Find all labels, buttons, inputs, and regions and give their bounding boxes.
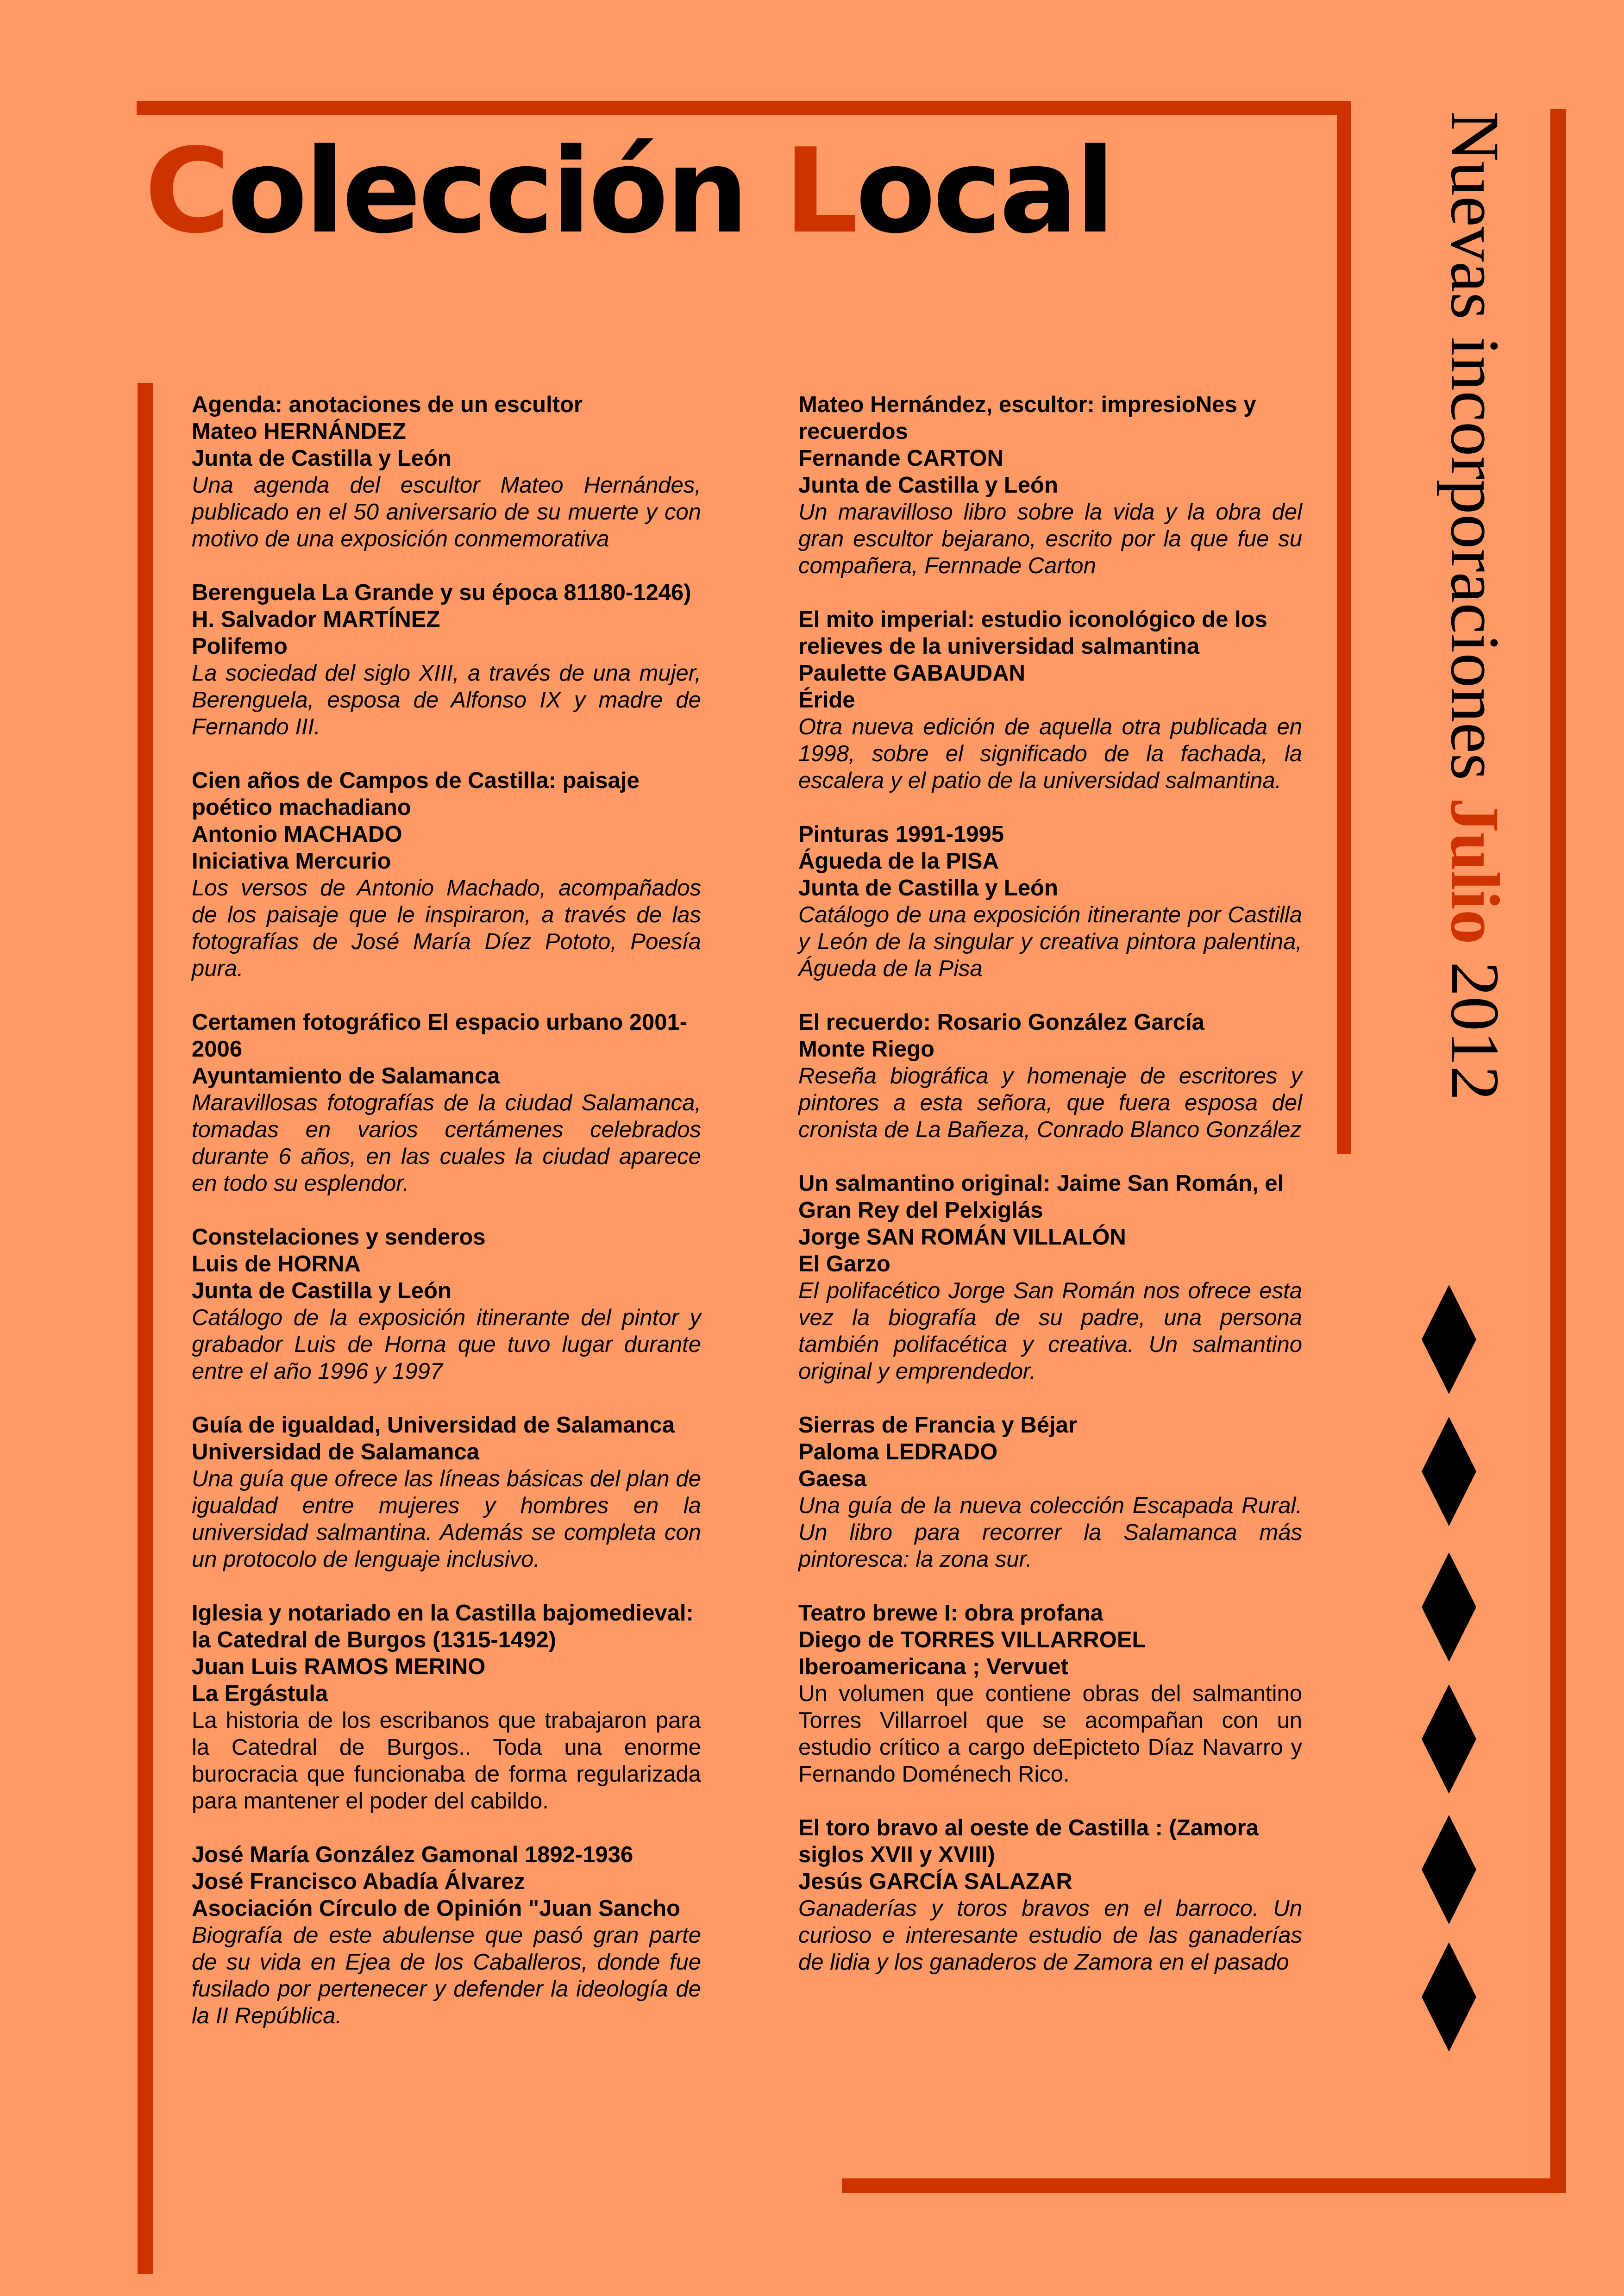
book-entry xyxy=(798,1009,1302,1143)
book-publisher: Iberoamericana ; Vervuet xyxy=(798,1654,1068,1679)
diamond-icon xyxy=(1422,1552,1476,1662)
diamond-icon xyxy=(1422,1285,1476,1394)
book-description: Reseña biográfica y homenaje de escritores y pintores a esta señora, que fuera esposa del cronista de La Bañeza, Conrado Blanco González xyxy=(798,1064,1302,1142)
book-publisher: Junta de Castilla y León xyxy=(798,876,1058,901)
book-title: Mateo Hernández, escultor: impresioNes y recuerdos xyxy=(798,392,1256,444)
book-entry xyxy=(798,606,1302,794)
book-entry xyxy=(192,579,701,740)
book-entry xyxy=(192,391,701,552)
book-entry xyxy=(192,1600,701,1814)
book-publisher: Gaesa xyxy=(798,1466,867,1491)
side-heading xyxy=(1436,111,1513,1101)
top-frame-bar xyxy=(137,101,1351,115)
book-description: Una agenda del escultor Mateo Hernándes, publicado en el 50 aniversario de su muerte y con motivo de una exposición conmemorativa xyxy=(192,473,701,551)
book-entry xyxy=(192,767,701,982)
book-description: Un volumen que contiene obras del salmantino Torres Villarroel que se acompañan con un estudio crítico a cargo deEpicteto Díaz Navarro y Fernando Doménech Rico. xyxy=(798,1681,1302,1787)
book-entry xyxy=(192,1412,701,1573)
diamond-icon xyxy=(1422,1417,1476,1526)
book-author: Paulette GABAUDAN xyxy=(798,661,1026,686)
diamond-icon xyxy=(1422,1815,1476,1924)
book-description: Maravillosas fotografías de la ciudad Salamanca, tomadas en varios certámenes celebrados durante 6 años, en las cuales la ciudad aparece en todo su esplendor. xyxy=(192,1090,701,1196)
book-author: H. Salvador MARTÍNEZ xyxy=(192,607,440,632)
book-title: Agenda: anotaciones de un escultor xyxy=(192,392,583,417)
book-publisher: Junta de Castilla y León xyxy=(798,473,1058,498)
side-heading-month: Julio xyxy=(1436,797,1513,945)
book-entry xyxy=(798,1412,1302,1573)
book-entry xyxy=(192,1224,701,1385)
book-author: Universidad de Salamanca xyxy=(192,1439,479,1464)
book-publisher: Junta de Castilla y León xyxy=(192,446,451,471)
title-part-2: ocal xyxy=(855,124,1113,259)
book-author: Luis de HORNA xyxy=(192,1251,361,1276)
book-author: Antonio MACHADO xyxy=(192,822,402,847)
book-description: El polifacético Jorge San Román nos ofrece esta vez la biografía de su padre, una persona también polifacética y creativa. Un salmantino original y emprendedor. xyxy=(798,1278,1302,1384)
book-title: Un salmantino original: Jaime San Román, el Gran Rey del Pelxiglás xyxy=(798,1171,1284,1223)
diamond-icon xyxy=(1422,1684,1476,1794)
book-publisher: La Ergástula xyxy=(192,1681,328,1706)
book-entry xyxy=(798,1170,1302,1385)
book-title: Pinturas 1991-1995 xyxy=(798,822,1004,847)
book-description: Un maravilloso libro sobre la vida y la obra del gran escultor bejarano, escrito por la que fue su compañera, Fernnade Carton xyxy=(798,500,1302,578)
book-description: Catálogo de la exposición itinerante del pintor y grabador Luis de Horna que tuvo lugar durante entre el año 1996 y 1997 xyxy=(192,1305,701,1384)
book-author: Monte Riego xyxy=(798,1037,934,1062)
book-author: Jorge SAN ROMÁN VILLALÓN xyxy=(798,1225,1126,1250)
left-frame-bar xyxy=(138,383,153,2274)
book-entry xyxy=(192,1009,701,1197)
book-author: Juan Luis RAMOS MERINO xyxy=(192,1654,486,1679)
book-description: Catálogo de una exposición itinerante por Castilla y León de la singular y creativa pintora palentina, Águeda de la Pisa xyxy=(798,902,1302,981)
book-title: Sierras de Francia y Béjar xyxy=(798,1413,1077,1438)
bottom-frame-bar xyxy=(842,2178,1566,2193)
book-author: José Francisco Abadía Álvarez xyxy=(192,1869,525,1894)
book-description: Biografía de este abulense que pasó gran parte de su vida en Ejea de los Caballeros, donde fue fusilado por pertenecer y defender la ideología de la II República. xyxy=(192,1923,701,2028)
book-author: Diego de TORRES VILLARROEL xyxy=(798,1627,1146,1652)
book-publisher: Asociación Círculo de Opinión "Juan Sancho xyxy=(192,1896,681,1921)
book-title: Cien años de Campos de Castilla: paisaje poético machadiano xyxy=(192,768,640,820)
book-title: Constelaciones y senderos xyxy=(192,1225,486,1250)
title-initial-c: C xyxy=(144,124,227,259)
book-title: Teatro brewe I: obra profana xyxy=(798,1601,1103,1626)
title-initial-l: L xyxy=(784,124,856,259)
book-publisher: Polifemo xyxy=(192,634,288,659)
side-heading-label: Nuevas incorporaciones xyxy=(1436,111,1513,798)
book-entry xyxy=(798,821,1302,982)
title-part-1: olección xyxy=(227,124,784,259)
diamond-icon xyxy=(1422,1942,1476,2052)
right-frame-bar xyxy=(1550,109,1566,2192)
book-description: Ganaderías y toros bravos en el barroco. Un curioso e interesante estudio de las ganaderías de lidia y los ganaderos de Zamora en el pasado xyxy=(798,1896,1302,1975)
book-description: La sociedad del siglo XIII, a través de una mujer, Berenguela, esposa de Alfonso IX y madre de Fernando III. xyxy=(192,661,701,739)
book-description: Una guía que ofrece las líneas básicas del plan de igualdad entre mujeres y hombres en la universidad salmantina. Además se completa con un protocolo de lenguaje inclusivo. xyxy=(192,1466,701,1572)
book-author: Mateo HERNÁNDEZ xyxy=(192,419,406,444)
book-author: Paloma LEDRADO xyxy=(798,1439,998,1464)
book-description: Una guía de la nueva colección Escapada Rural. Un libro para recorrer la Salamanca más pintoresca: la zona sur. xyxy=(798,1493,1302,1572)
top-frame-right-bar xyxy=(1337,101,1351,1154)
book-author: Águeda de la PISA xyxy=(798,849,999,874)
book-title: El mito imperial: estudio iconológico de los relieves de la universidad salmantina xyxy=(798,607,1267,659)
book-description: Otra nueva edición de aquella otra publicada en 1998, sobre el significado de la fachada, la escalera y el patio de la universidad salmantina. xyxy=(798,714,1302,793)
book-description: La historia de los escribanos que trabajaron para la Catedral de Burgos.. Toda una enorme burocracia que funcionaba de forma regularizada para mantener el poder del cabildo. xyxy=(192,1708,701,1814)
book-title: Guía de igualdad, Universidad de Salamanca xyxy=(192,1413,675,1438)
book-entry xyxy=(798,1814,1302,1976)
book-title: El recuerdo: Rosario González García xyxy=(798,1010,1204,1035)
book-author: Ayuntamiento de Salamanca xyxy=(192,1064,500,1089)
book-author: Fernande CARTON xyxy=(798,446,1003,471)
book-entry xyxy=(798,1600,1302,1788)
book-title: Certamen fotográfico El espacio urbano 2001-2006 xyxy=(192,1010,688,1062)
book-publisher: Junta de Castilla y León xyxy=(192,1278,451,1303)
book-author: Jesús GARCÍA SALAZAR xyxy=(798,1869,1072,1894)
right-column xyxy=(798,391,1302,2002)
left-column xyxy=(192,391,701,2056)
book-entry xyxy=(798,391,1302,579)
book-title: Iglesia y notariado en la Castilla bajomedieval: la Catedral de Burgos (1315-1492) xyxy=(192,1601,694,1652)
page-title xyxy=(144,124,1113,259)
side-heading-year: 2012 xyxy=(1436,944,1513,1101)
book-title: El toro bravo al oeste de Castilla : (Zamora siglos XVII y XVIII) xyxy=(798,1815,1259,1867)
book-publisher: El Garzo xyxy=(798,1251,890,1276)
book-description: Los versos de Antonio Machado, acompañados de los paisaje que le inspiraron, a través de las fotografías de José María Díez Pototo, Poesía pura. xyxy=(192,876,701,981)
book-title: José María González Gamonal 1892-1936 xyxy=(192,1842,633,1867)
book-publisher: Iniciativa Mercurio xyxy=(192,849,391,874)
book-title: Berenguela La Grande y su época 81180-1246) xyxy=(192,580,691,605)
book-entry xyxy=(192,1841,701,2029)
book-publisher: Éride xyxy=(798,688,855,713)
